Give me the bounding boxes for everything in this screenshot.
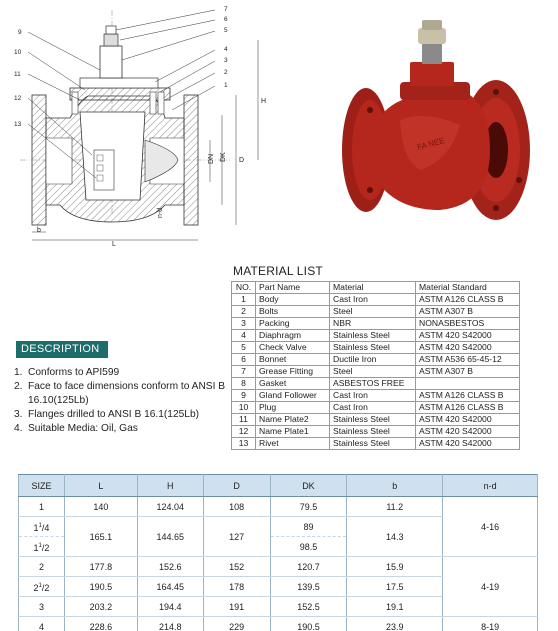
cell: 190.5 bbox=[64, 577, 137, 597]
cell: 23.9 bbox=[347, 617, 443, 631]
cell: 191 bbox=[203, 597, 270, 617]
cell bbox=[416, 378, 520, 390]
cell: 14.3 bbox=[347, 517, 443, 557]
cell: 203.2 bbox=[64, 597, 137, 617]
col-D: D bbox=[203, 475, 270, 497]
dim-DN: DN bbox=[208, 153, 215, 164]
cell: Cast Iron bbox=[330, 390, 416, 402]
col-nd: n-d bbox=[443, 475, 538, 497]
cell: 144.65 bbox=[137, 517, 203, 557]
cell: Stainless Steel bbox=[330, 342, 416, 354]
table-row bbox=[232, 318, 520, 330]
callout-13: 13 bbox=[14, 121, 22, 128]
callout-3: 3 bbox=[224, 57, 228, 64]
cell: Check Valve bbox=[256, 342, 330, 354]
table-row bbox=[232, 402, 520, 414]
cell: Gland Follower bbox=[256, 390, 330, 402]
cell: 10 bbox=[232, 402, 256, 414]
header-cell: NO. bbox=[232, 282, 256, 294]
cell: ASBESTOS FREE bbox=[330, 378, 416, 390]
table-header-row bbox=[19, 475, 538, 497]
list-item-text: Conforms to API599 bbox=[28, 367, 120, 378]
cell: Grease Fitting bbox=[256, 366, 330, 378]
cell: NBR bbox=[330, 318, 416, 330]
cell: ASTM A307 B bbox=[416, 306, 520, 318]
table-row bbox=[232, 354, 520, 366]
dim-DK: DK bbox=[220, 152, 227, 162]
cell: 5 bbox=[232, 342, 256, 354]
cell: 165.1 bbox=[64, 517, 137, 557]
dimensions-table bbox=[18, 474, 538, 631]
cell: Plug bbox=[256, 402, 330, 414]
cell: 178 bbox=[203, 577, 270, 597]
cell: 152 bbox=[203, 557, 270, 577]
cell: 17.5 bbox=[347, 577, 443, 597]
callout-4: 4 bbox=[224, 46, 228, 53]
table-header-row bbox=[232, 282, 520, 294]
dim-D: D bbox=[239, 157, 245, 164]
table-row bbox=[19, 617, 538, 631]
list-item-text: Suitable Media: Oil, Gas bbox=[28, 423, 138, 434]
list-item bbox=[14, 380, 239, 408]
cell: Bonnet bbox=[256, 354, 330, 366]
table-row bbox=[232, 366, 520, 378]
cell: ASTM A126 CLASS B bbox=[416, 402, 520, 414]
callout-9: 9 bbox=[18, 29, 22, 36]
cell: 140 bbox=[64, 497, 137, 517]
cell: $1^1/4$ bbox=[19, 517, 65, 537]
table-row bbox=[232, 390, 520, 402]
cell: 164.45 bbox=[137, 577, 203, 597]
header-cell: Material bbox=[330, 282, 416, 294]
cell: 6 bbox=[232, 354, 256, 366]
valve-product-photo bbox=[330, 0, 558, 255]
cell: Steel bbox=[330, 366, 416, 378]
table-row bbox=[232, 294, 520, 306]
cell: ASTM 420 S42000 bbox=[416, 342, 520, 354]
table-row bbox=[19, 497, 538, 517]
cell: 3 bbox=[232, 318, 256, 330]
list-item bbox=[14, 366, 239, 380]
cell: 9 bbox=[232, 390, 256, 402]
list-item-text: Face to face dimensions conform to ANSI B 16.10(125Lb) bbox=[28, 381, 226, 406]
callout-1: 1 bbox=[224, 82, 228, 89]
dim-L: L bbox=[112, 241, 116, 248]
cell: 120.7 bbox=[270, 557, 347, 577]
col-b: b bbox=[347, 475, 443, 497]
cell: 19.1 bbox=[347, 597, 443, 617]
list-item-number: 2. bbox=[14, 381, 23, 392]
col-H: H bbox=[137, 475, 203, 497]
cell: $2^1/2$ bbox=[19, 577, 65, 597]
col-size: SIZE bbox=[19, 475, 65, 497]
callout-5: 5 bbox=[224, 27, 228, 34]
cell: 89 bbox=[270, 517, 347, 537]
cell: Stainless Steel bbox=[330, 414, 416, 426]
list-item-number: 1. bbox=[14, 367, 23, 378]
list-item bbox=[14, 408, 239, 422]
cell: 124.04 bbox=[137, 497, 203, 517]
cell: ASTM A126 CLASS B bbox=[416, 294, 520, 306]
cell: 13 bbox=[232, 438, 256, 450]
cell: 127 bbox=[203, 517, 270, 557]
cell: 139.5 bbox=[270, 577, 347, 597]
table-row bbox=[232, 330, 520, 342]
cell: NONASBESTOS bbox=[416, 318, 520, 330]
callout-12: 12 bbox=[14, 95, 22, 102]
cell: Bolts bbox=[256, 306, 330, 318]
cell: 2 bbox=[19, 557, 65, 577]
cell: 8-19 bbox=[443, 617, 538, 631]
col-L: L bbox=[64, 475, 137, 497]
dim-b: b bbox=[37, 227, 41, 234]
table-row bbox=[19, 557, 538, 577]
cell: Stainless Steel bbox=[330, 438, 416, 450]
callout-6: 6 bbox=[224, 16, 228, 23]
valve-cross-section-drawing bbox=[0, 0, 300, 255]
cell: Name Plate1 bbox=[256, 426, 330, 438]
description-list bbox=[14, 366, 239, 436]
cell: Stainless Steel bbox=[330, 330, 416, 342]
table-row bbox=[232, 342, 520, 354]
cell: Gasket bbox=[256, 378, 330, 390]
cell: ASTM 420 S42000 bbox=[416, 414, 520, 426]
cell: $1^1/2$ bbox=[19, 537, 65, 557]
cell: 7 bbox=[232, 366, 256, 378]
table-row bbox=[232, 414, 520, 426]
cell: 194.4 bbox=[137, 597, 203, 617]
cell: 8 bbox=[232, 378, 256, 390]
cell: 3 bbox=[19, 597, 65, 617]
cell: 2 bbox=[232, 306, 256, 318]
cell: Rivet bbox=[256, 438, 330, 450]
cell: 177.8 bbox=[64, 557, 137, 577]
cell: Cast Iron bbox=[330, 402, 416, 414]
cell: 152.5 bbox=[270, 597, 347, 617]
table-row bbox=[232, 378, 520, 390]
cell: ASTM 420 S42000 bbox=[416, 438, 520, 450]
cell: Packing bbox=[256, 318, 330, 330]
cell: 11.2 bbox=[347, 497, 443, 517]
cell: ASTM 420 S42000 bbox=[416, 426, 520, 438]
cell: ASTM A536 65-45-12 bbox=[416, 354, 520, 366]
callout-2: 2 bbox=[224, 69, 228, 76]
cell: Stainless Steel bbox=[330, 426, 416, 438]
cell: Diaphragm bbox=[256, 330, 330, 342]
cell: 79.5 bbox=[270, 497, 347, 517]
dim-nd: n-d bbox=[157, 207, 164, 218]
list-item-text: Flanges drilled to ANSI B 16.1(125Lb) bbox=[28, 409, 200, 420]
dim-H: H bbox=[261, 98, 267, 105]
casting-text: FA NEE bbox=[416, 135, 446, 152]
callout-11: 11 bbox=[14, 71, 21, 78]
callout-7: 7 bbox=[224, 6, 228, 13]
header-cell: Material Standard bbox=[416, 282, 520, 294]
material-list-table bbox=[231, 281, 520, 450]
cell: 4 bbox=[232, 330, 256, 342]
cell: 229 bbox=[203, 617, 270, 631]
table-row bbox=[232, 438, 520, 450]
cell: 4-19 bbox=[443, 557, 538, 617]
list-item-number: 4. bbox=[14, 423, 23, 434]
description-title: DESCRIPTION bbox=[16, 341, 108, 358]
callout-10: 10 bbox=[14, 49, 22, 56]
header-cell: Part Name bbox=[256, 282, 330, 294]
cell: 15.9 bbox=[347, 557, 443, 577]
cell: 1 bbox=[232, 294, 256, 306]
list-item-number: 3. bbox=[14, 409, 23, 420]
cell: ASTM 420 S42000 bbox=[416, 330, 520, 342]
cell: 152.6 bbox=[137, 557, 203, 577]
table-row bbox=[232, 426, 520, 438]
cell: Body bbox=[256, 294, 330, 306]
material-list-title: MATERIAL LIST bbox=[233, 264, 323, 278]
table-row bbox=[232, 306, 520, 318]
cell: Name Plate2 bbox=[256, 414, 330, 426]
cell: ASTM A126 CLASS B bbox=[416, 390, 520, 402]
cell: 190.5 bbox=[270, 617, 347, 631]
cell: Ductile Iron bbox=[330, 354, 416, 366]
list-item bbox=[14, 422, 239, 436]
cell: 98.5 bbox=[270, 537, 347, 557]
cell: 214.8 bbox=[137, 617, 203, 631]
cell: 4-16 bbox=[443, 497, 538, 557]
cell: ASTM A307 B bbox=[416, 366, 520, 378]
cell: 228.6 bbox=[64, 617, 137, 631]
cell: 12 bbox=[232, 426, 256, 438]
cell: Cast Iron bbox=[330, 294, 416, 306]
cell: 4 bbox=[19, 617, 65, 631]
cell: 1 bbox=[19, 497, 65, 517]
cell: 108 bbox=[203, 497, 270, 517]
cell: 11 bbox=[232, 414, 256, 426]
cell: Steel bbox=[330, 306, 416, 318]
col-DK: DK bbox=[270, 475, 347, 497]
